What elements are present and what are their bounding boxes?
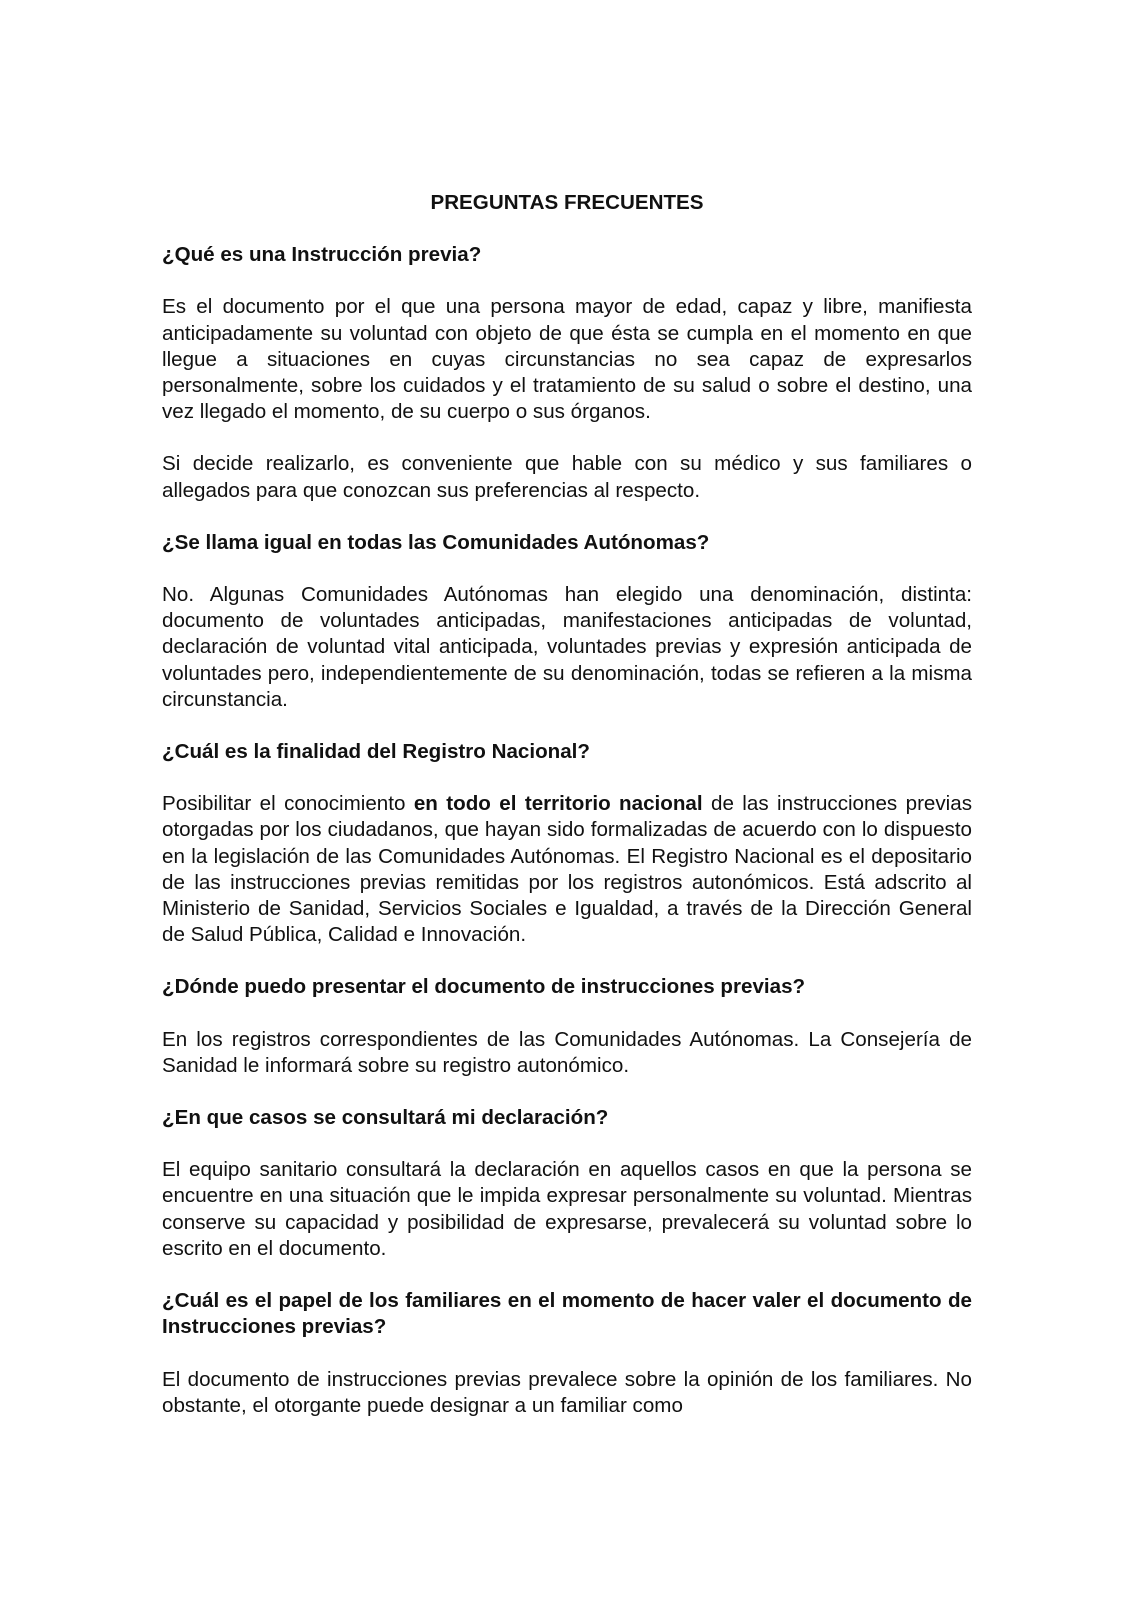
answer-text: de las instrucciones previas otorgadas por los ciudadanos, que hayan sido formalizadas de acuerdo con lo dispuesto en la legislación de las Comunidades Autónomas. El Registro Nacional es el depositario de las instrucciones previas remitidas por los registros autonómicos. Está adscrito al Ministerio de Sanidad, Servicios Sociales e Igualdad, a través de la Dirección General de Salud Pública, Calidad e Innovación. [162,792,973,947]
answer-paragraph: Si decide realizarlo, es conveniente que hable con su médico y sus familiares o allegados para que conozcan sus preferencias al respecto. [162,452,972,502]
faq-section-4 [162,974,972,1079]
page-title: PREGUNTAS FRECUENTES [430,191,704,214]
answer-emphasis: en todo el territorio nacional [413,792,703,816]
question-heading: ¿Dónde puedo presentar el documento de instrucciones previas? [162,975,806,999]
question-heading: ¿Cuál es el papel de los familiares en el momento de hacer valer el documento de Instrucciones previas? [162,1289,972,1339]
question-heading: ¿Se llama igual en todas las Comunidades Autónomas? [162,530,710,554]
question-heading: ¿En que casos se consultará mi declaración? [162,1106,609,1130]
answer-paragraph: En los registros correspondientes de las Comunidades Autónomas. La Consejería de Sanidad le informará sobre su registro autonómico. [162,1027,972,1077]
faq-section-2 [162,530,972,713]
answer-paragraph: El equipo sanitario consultará la declaración en aquellos casos en que la persona se encuentre en una situación que le impida expresar personalmente su voluntad. Mientras conserve su capacidad y posibilidad de expresarse, prevalecerá su voluntad sobre lo escrito en el documento. [162,1158,972,1260]
question-heading: ¿Qué es una Instrucción previa? [162,243,482,267]
document-page [162,190,972,1445]
answer-paragraph: El documento de instrucciones previas prevalece sobre la opinión de los familiares. No obstante, el otorgante puede designar a un familiar como [162,1367,972,1417]
answer-text: Posibilitar el conocimiento [162,792,414,816]
faq-section-3 [162,739,972,948]
question-heading: ¿Cuál es la finalidad del Registro Nacional? [162,740,590,764]
answer-paragraph [162,791,972,948]
faq-section-1 [162,242,972,504]
faq-section-5 [162,1105,972,1262]
faq-section-6 [162,1288,972,1419]
answer-paragraph: No. Algunas Comunidades Autónomas han elegido una denominación, distinta: documento de voluntades anticipadas, manifestaciones anticipadas de voluntad, declaración de voluntad vital anticipada, voluntades previas y expresión anticipada de voluntades pero, independientemente de su denominación, todas se refieren a la misma circunstancia. [162,583,972,711]
answer-paragraph: Es el documento por el que una persona mayor de edad, capaz y libre, manifiesta anticipadamente su voluntad con objeto de que ésta se cumpla en el momento en que llegue a situaciones en cuyas circunstancias no sea capaz de expresarlos personalmente, sobre los cuidados y el tratamiento de su salud o sobre el destino, una vez llegado el momento, de su cuerpo o sus órganos. [162,295,972,424]
